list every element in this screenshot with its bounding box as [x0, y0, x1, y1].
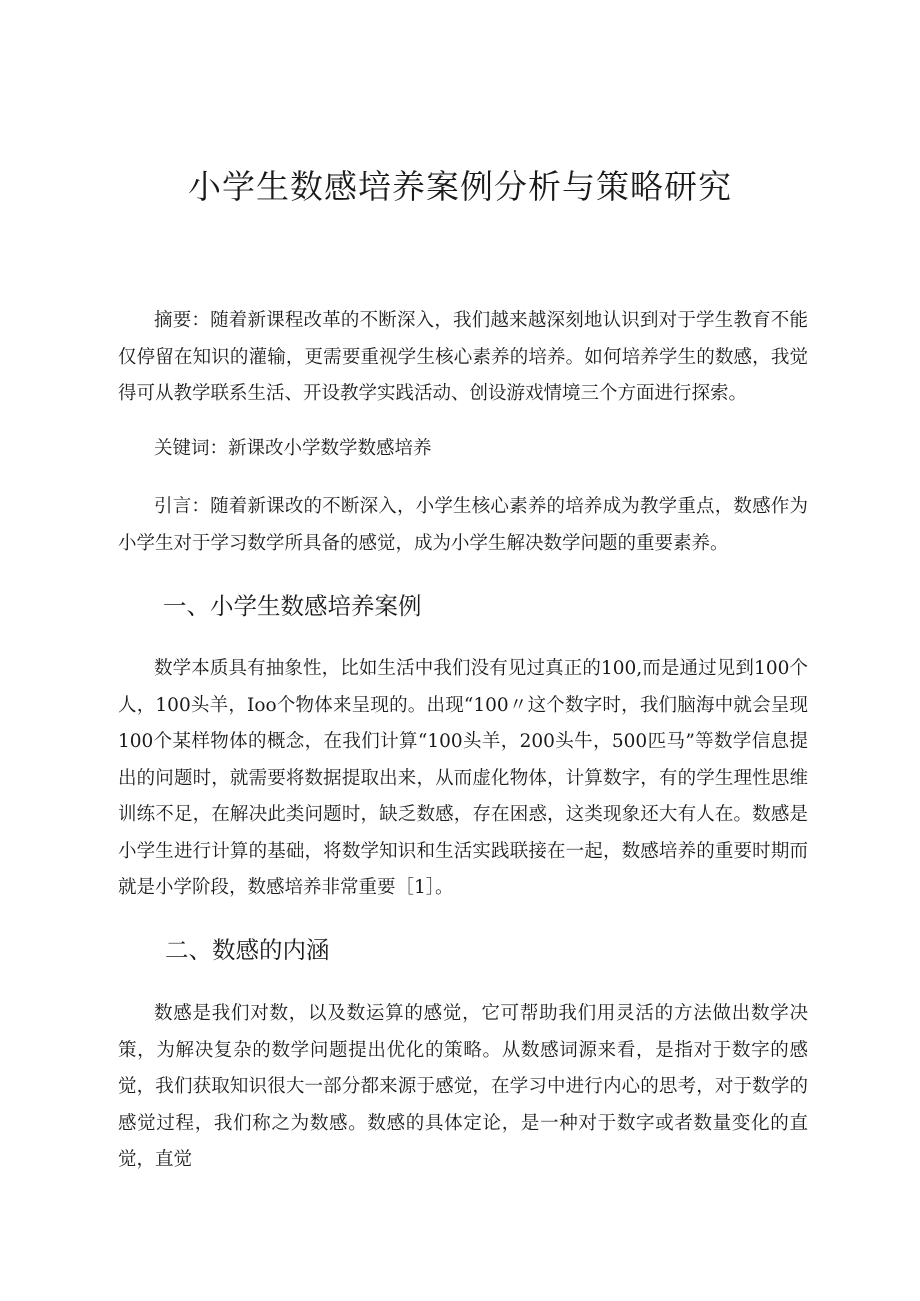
introduction-paragraph: [118, 489, 808, 562]
section-1-paragraph: 数学本质具有抽象性，比如生活中我们没有见过真正的100,而是通过见到100个人，100头羊，Ioo个物体来呈现的。出现“100〃这个数字时，我们脑海中就会呈现100个某样物体的概念，在我们计算“100头羊，200头牛，500匹马”等数学信息提出的问题时，就需要将数据提取出来，从而虚化物体，计算数字，有的学生理性思维训练不足，在解决此类问题时，缺乏数感，存在困惑，这类现象还大有人在。数感是小学生进行计算的基础，将数学知识和生活实践联接在一起，数感培养的重要时期而就是小学阶段，数感培养非常重要［1］。: [118, 658, 808, 898]
keywords-label: 关键词：: [154, 438, 229, 459]
keywords-text: 新课改小学数学数感培养: [228, 438, 432, 459]
keywords-paragraph: [118, 431, 808, 468]
abstract-label: 摘要：: [154, 310, 211, 331]
section-2-heading: 二、数感的内涵: [165, 936, 330, 964]
abstract-paragraph: [118, 303, 808, 413]
introduction-label: 引言：: [154, 496, 211, 517]
section-1-heading: 一、小学生数感培养案例: [163, 592, 422, 620]
introduction-text: 随着新课改的不断深入，小学生核心素养的培养成为教学重点，数感作为小学生对于学习数学所具备的感觉，成为小学生解决数学问题的重要素养。: [118, 496, 808, 554]
abstract-text: 随着新课程改革的不断深入，我们越来越深刻地认识到对于学生教育不能仅停留在知识的灌输，更需要重视学生核心素养的培养。如何培养学生的数感，我觉得可从教学联系生活、开设教学实践活动、创设游戏情境三个方面进行探索。: [118, 310, 808, 404]
document-title: 小学生数感培养案例分析与策略研究: [188, 167, 732, 206]
section-2-paragraph: 数感是我们对数，以及数运算的感觉，它可帮助我们用灵活的方法做出数学决策，为解决复杂的数学问题提出优化的策略。从数感词源来看，是指对于数字的感觉，我们获取知识很大一部分都来源于感觉，在学习中进行内心的思考，对于数学的感觉过程，我们称之为数感。数感的具体定论，是一种对于数字或者数量变化的直觉，直觉: [118, 1003, 808, 1170]
